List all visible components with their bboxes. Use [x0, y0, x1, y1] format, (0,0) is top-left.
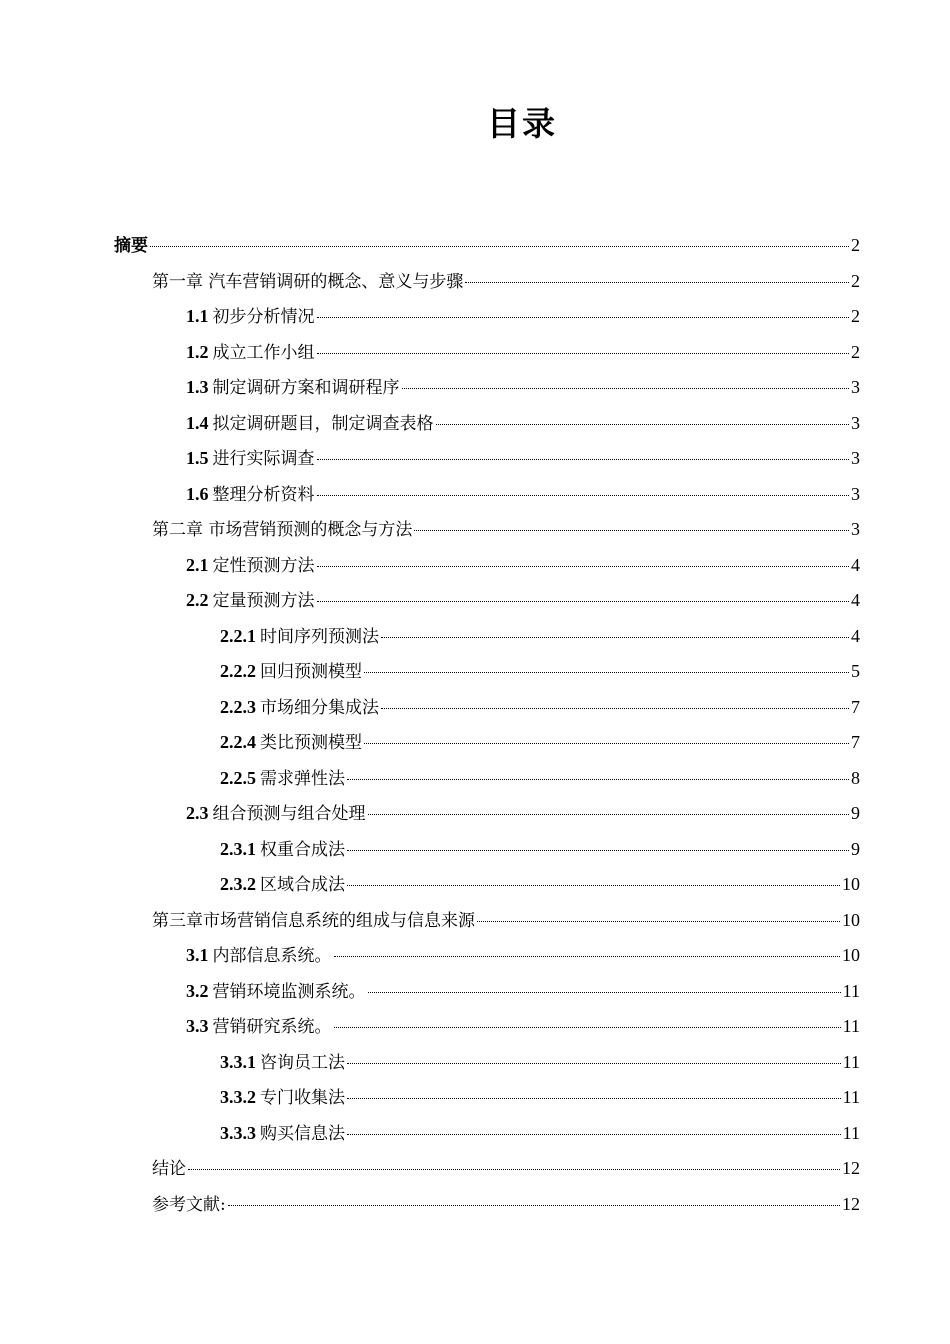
- toc-entry-page: 3: [851, 519, 860, 539]
- toc-entry-label: 区域合成法: [260, 875, 345, 895]
- toc-entry[interactable]: [186, 1008, 860, 1044]
- toc-entry-label: 初步分析情况: [212, 307, 315, 327]
- toc-dot-leader: [317, 565, 850, 567]
- toc-entry-page: 4: [851, 554, 860, 575]
- toc-entry-page: 2: [851, 235, 860, 255]
- toc-dot-leader: [381, 707, 849, 709]
- toc-entry-number: 1.3: [186, 377, 209, 397]
- toc-entry-number: 2.2.5: [220, 767, 256, 788]
- toc-entry-page: 8: [851, 767, 860, 788]
- toc-entry-label: 营销研究系统。: [212, 1017, 332, 1037]
- toc-entry-label: 定量预测方法: [212, 591, 315, 611]
- toc-entry-number: 2.3.1: [220, 838, 256, 859]
- toc-dot-leader: [347, 1133, 841, 1135]
- toc-entry-label: 内部信息系统。: [212, 946, 332, 966]
- toc-entry[interactable]: [220, 760, 860, 796]
- toc-entry[interactable]: [186, 298, 860, 334]
- toc-entry-number: 3.3.1: [220, 1051, 256, 1072]
- toc-entry-page: 7: [851, 732, 860, 752]
- toc-entry[interactable]: [220, 724, 860, 760]
- toc-dot-leader: [436, 423, 850, 425]
- toc-entry-number: 1.5: [186, 448, 209, 468]
- toc-entry-label: 整理分析资料: [212, 484, 315, 505]
- toc-entry-page: 2: [851, 270, 860, 291]
- toc-entry-label: 咨询员工法: [260, 1052, 345, 1073]
- toc-entry-number: 2.2.2: [220, 661, 256, 681]
- toc-entry[interactable]: [186, 937, 860, 973]
- toc-entry-number: 2.1: [186, 554, 209, 575]
- toc-entry-label: 时间序列预测法: [260, 626, 379, 647]
- toc-entry-page: 10: [842, 874, 860, 894]
- toc-dot-leader: [228, 1204, 840, 1206]
- toc-entry[interactable]: [186, 334, 860, 370]
- toc-dot-leader: [347, 884, 840, 886]
- toc-dot-leader: [188, 1168, 840, 1170]
- toc-dot-leader: [402, 387, 850, 389]
- toc-entry-page: 11: [842, 980, 860, 1001]
- toc-entry-number: 1.4: [186, 412, 209, 433]
- toc-entry-label: 营销环境监测系统。: [212, 981, 366, 1002]
- toc-dot-leader: [414, 529, 849, 531]
- toc-entry-label: 第二章 市场营销预测的概念与方法: [152, 520, 413, 540]
- toc-dot-leader: [347, 1097, 841, 1099]
- toc-entry-label: 需求弹性法: [260, 768, 345, 789]
- toc-entry-page: 3: [851, 448, 860, 468]
- toc-dot-leader: [317, 352, 850, 354]
- toc-entry-number: 3.1: [186, 945, 209, 965]
- toc-entry-page: 3: [851, 483, 860, 504]
- toc-entry[interactable]: [220, 1115, 860, 1151]
- toc-entry[interactable]: [220, 1079, 860, 1115]
- toc-entry-number: 2.2.4: [220, 732, 256, 752]
- toc-entry-label: 制定调研方案和调研程序: [212, 378, 400, 398]
- toc-entry-page: 2: [851, 341, 860, 362]
- toc-entry-label: 组合预测与组合处理: [212, 804, 366, 824]
- toc-entry-label: 回归预测模型: [260, 662, 362, 682]
- toc-entry-page: 4: [851, 625, 860, 646]
- toc-entry-label: 第一章 汽车营销调研的概念、意义与步骤: [152, 271, 464, 292]
- toc-entry[interactable]: [152, 1186, 860, 1222]
- toc-entry[interactable]: [186, 973, 860, 1009]
- toc-entry-number: 3.3.3: [220, 1122, 256, 1143]
- toc-dot-leader: [465, 281, 849, 283]
- toc-entry-label: 市场细分集成法: [260, 697, 379, 718]
- toc-dot-leader: [364, 742, 849, 744]
- toc-entry-label: 参考文献:: [152, 1194, 226, 1215]
- toc-dot-leader: [368, 991, 841, 993]
- toc-entry[interactable]: [220, 831, 860, 867]
- toc-entry[interactable]: [152, 1150, 860, 1186]
- toc-entry-label: 购买信息法: [260, 1123, 345, 1144]
- toc-entry-page: 11: [842, 1122, 860, 1143]
- toc-entry[interactable]: [220, 653, 860, 689]
- toc-entry[interactable]: [220, 866, 860, 902]
- toc-entry[interactable]: [220, 689, 860, 725]
- toc-entry-number: 2.3.2: [220, 874, 256, 894]
- toc-entry-label: 成立工作小组: [212, 342, 315, 363]
- toc-entry[interactable]: [186, 405, 860, 441]
- toc-entry-page: 12: [842, 1193, 860, 1214]
- toc-entry-number: 2.2.1: [220, 625, 256, 646]
- toc-entry-page: 10: [842, 909, 860, 930]
- toc-dot-leader: [317, 494, 850, 496]
- toc-entry-page: 3: [851, 377, 860, 397]
- toc-entry[interactable]: [186, 582, 860, 618]
- toc-dot-leader: [381, 636, 849, 638]
- toc-entry-page: 12: [842, 1158, 860, 1178]
- toc-entry-number: 1.2: [186, 341, 209, 362]
- toc-dot-leader: [150, 245, 849, 247]
- toc-entry-label: 权重合成法: [260, 839, 345, 860]
- toc-entry[interactable]: [220, 618, 860, 654]
- toc-entry[interactable]: [220, 1044, 860, 1080]
- toc-entry-page: 7: [851, 696, 860, 717]
- toc-entry[interactable]: [186, 440, 860, 476]
- toc-entry-page: 2: [851, 306, 860, 326]
- toc-dot-leader: [368, 813, 850, 815]
- toc-entry-page: 10: [842, 945, 860, 965]
- toc-entry-number: 2.2: [186, 590, 209, 610]
- toc-entry-number: 2.2.3: [220, 696, 256, 717]
- toc-entry-page: 9: [851, 803, 860, 823]
- toc-entry-label: 结论: [152, 1159, 186, 1179]
- toc-entry[interactable]: [186, 547, 860, 583]
- toc-entry-label: 进行实际调查: [212, 449, 315, 469]
- toc-entry[interactable]: [186, 476, 860, 512]
- toc-dot-leader: [347, 778, 849, 780]
- toc-entry[interactable]: [186, 795, 860, 831]
- toc-entry[interactable]: [152, 902, 860, 938]
- toc-entry-label: 拟定调研题目，制定调查表格: [212, 413, 434, 434]
- toc-dot-leader: [347, 849, 849, 851]
- toc-entry-page: 4: [851, 590, 860, 610]
- toc-entry[interactable]: [152, 263, 860, 299]
- toc-dot-leader: [347, 1062, 841, 1064]
- toc-entry-label: 定性预测方法: [212, 555, 315, 576]
- toc-entry-page: 11: [842, 1016, 860, 1036]
- toc-entry-label: 专门收集法: [260, 1088, 345, 1108]
- toc-entry-page: 11: [842, 1051, 860, 1072]
- toc-entry-page: 11: [842, 1087, 860, 1107]
- toc-dot-leader: [317, 600, 850, 602]
- toc-dot-leader: [477, 920, 840, 922]
- toc-entry[interactable]: [186, 369, 860, 405]
- toc-entry-number: 3.3: [186, 1016, 209, 1036]
- toc-dot-leader: [364, 671, 849, 673]
- toc-entry[interactable]: [152, 511, 860, 547]
- toc-dot-leader: [317, 458, 850, 460]
- toc-entry-number: 3.2: [186, 980, 209, 1001]
- toc-entry-page: 3: [851, 412, 860, 433]
- toc-entry-number: 2.3: [186, 803, 209, 823]
- toc-dot-leader: [317, 316, 850, 318]
- toc-entry-label: 摘要: [114, 236, 148, 256]
- toc-entry-label: 类比预测模型: [260, 733, 362, 753]
- toc-entry-page: 5: [851, 661, 860, 681]
- toc-entry-label: 第三章市场营销信息系统的组成与信息来源: [152, 910, 475, 931]
- toc-entry-page: 9: [851, 838, 860, 859]
- toc-entry-number: 3.3.2: [220, 1087, 256, 1107]
- toc-entry[interactable]: [114, 227, 860, 263]
- toc-dot-leader: [334, 955, 841, 957]
- toc-dot-leader: [334, 1026, 841, 1028]
- toc-entry-number: 1.6: [186, 483, 209, 504]
- page-title: 目录: [487, 104, 557, 143]
- toc-entry-number: 1.1: [186, 306, 209, 326]
